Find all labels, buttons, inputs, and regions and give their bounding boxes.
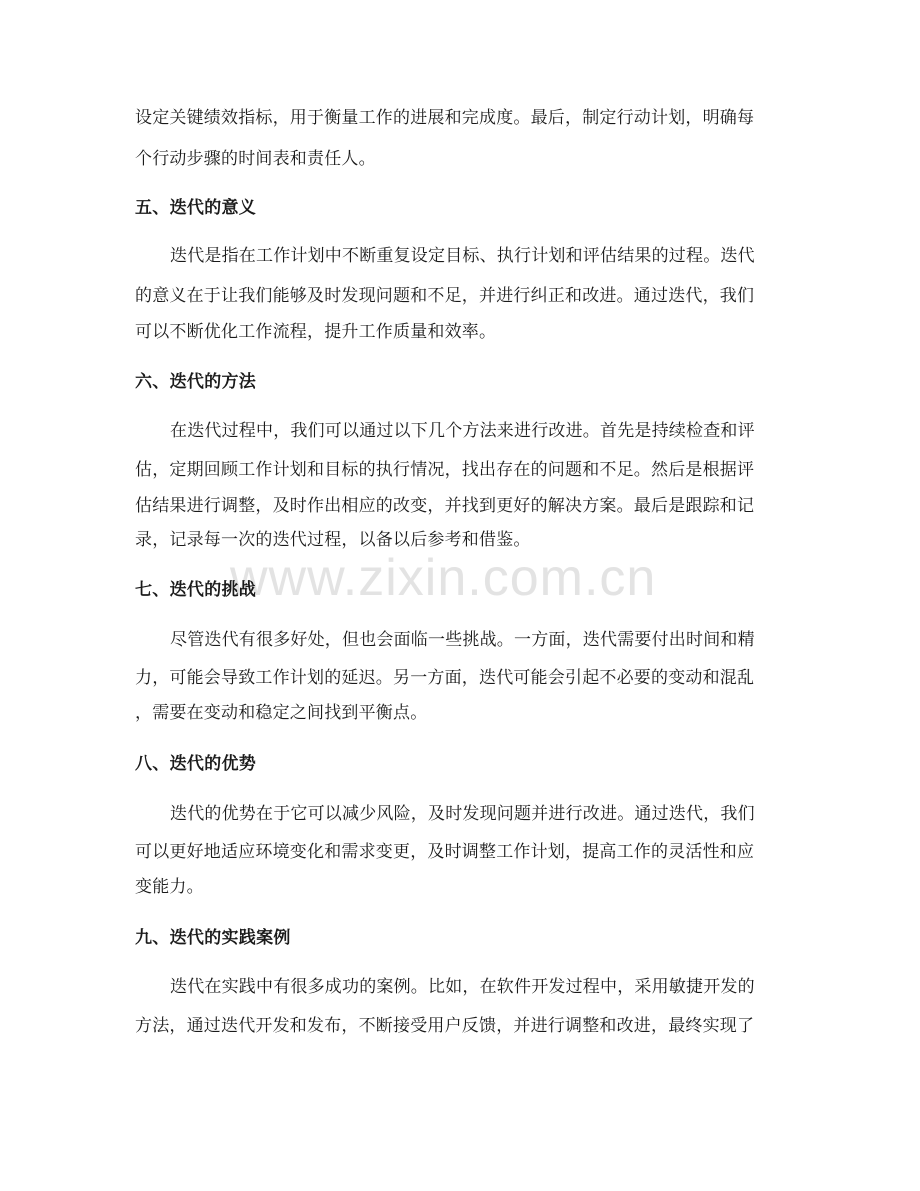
paragraph-line: 设定关键绩效指标，用于衡量工作的进展和完成度。最后，制定行动计划，明确每: [135, 108, 755, 128]
paragraph-line: 迭代的优势在于它可以减少风险，及时发现问题并进行改进。通过迭代，我们: [170, 804, 755, 824]
section-heading: 五、迭代的意义: [135, 198, 257, 218]
paragraph-line: 可以更好地适应环境变化和需求变更，及时调整工作计划，提高工作的灵活性和应: [135, 842, 755, 862]
paragraph-line: 的意义在于让我们能够及时发现问题和不足，并进行纠正和改进。通过迭代，我们: [135, 286, 755, 306]
paragraph-line: 尽管迭代有很多好处，但也会面临一些挑战。一方面，迭代需要付出时间和精: [170, 630, 755, 650]
section-heading: 九、迭代的实践案例: [135, 928, 291, 948]
section-heading: 七、迭代的挑战: [135, 580, 257, 600]
paragraph-line: 在迭代过程中，我们可以通过以下几个方法来进行改进。首先是持续检查和评: [170, 421, 755, 441]
paragraph-line: 估，定期回顾工作计划和目标的执行情况，找出存在的问题和不足。然后是根据评: [135, 460, 755, 480]
paragraph-line: 变能力。: [135, 877, 204, 897]
section-heading: 六、迭代的方法: [135, 372, 257, 392]
paragraph-line: 迭代在实践中有很多成功的案例。比如，在软件开发过程中，采用敏捷开发的: [170, 977, 755, 997]
paragraph-line: 迭代是指在工作计划中不断重复设定目标、执行计划和评估结果的过程。迭代: [170, 246, 755, 266]
paragraph-line: 方法，通过迭代开发和发布，不断接受用户反馈，并进行调整和改进，最终实现了: [135, 1016, 755, 1036]
paragraph-line: 个行动步骤的时间表和责任人。: [135, 149, 376, 169]
paragraph-line: 估结果进行调整，及时作出相应的改变，并找到更好的解决方案。最后是跟踪和记: [135, 496, 755, 516]
paragraph-line: ，需要在变动和稳定之间找到平衡点。: [135, 703, 428, 723]
watermark: www.zixin.com.cn: [230, 549, 657, 607]
section-heading: 八、迭代的优势: [135, 754, 257, 774]
paragraph-line: 力，可能会导致工作计划的延迟。另一方面，迭代可能会引起不必要的变动和混乱: [135, 668, 755, 688]
paragraph-line: 可以不断优化工作流程，提升工作质量和效率。: [135, 322, 497, 342]
paragraph-line: 录，记录每一次的迭代过程，以备以后参考和借鉴。: [135, 530, 531, 550]
